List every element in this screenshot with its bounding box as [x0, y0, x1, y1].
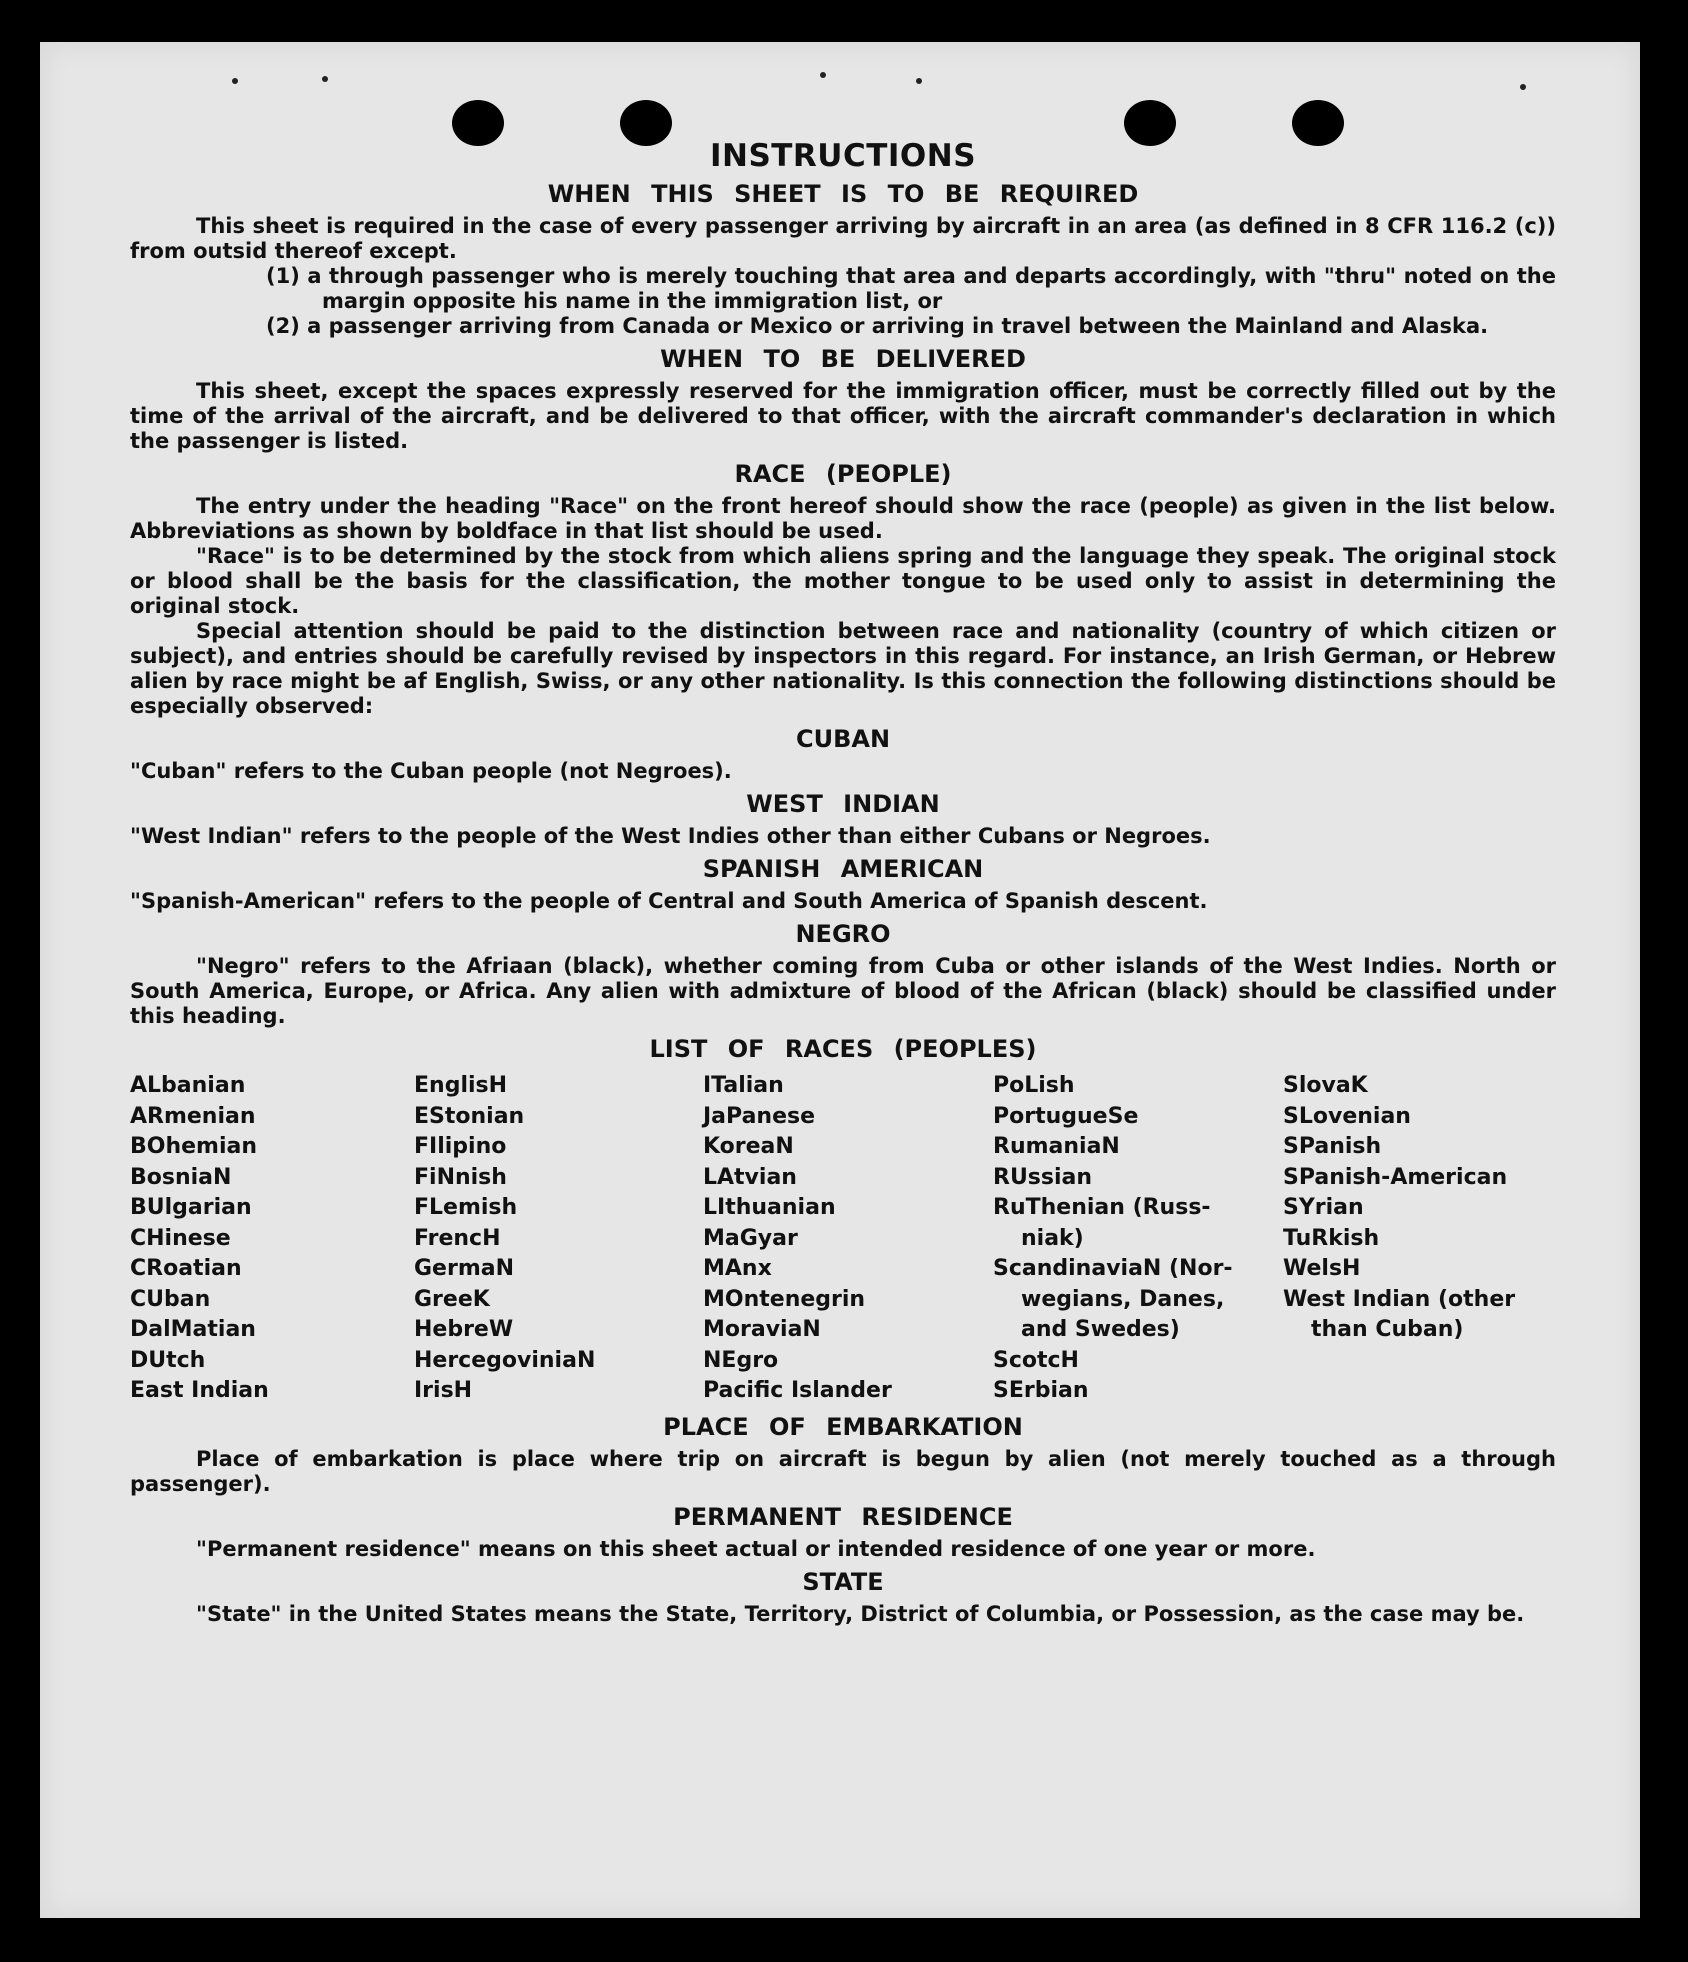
required-intro: This sheet is required in the case of every passenger arriving by aircraft in an area (as defined in 8 CFR 116.2 (c)) from outsid thereof except.: [130, 214, 1556, 263]
race-entry: East Indian: [130, 1378, 269, 1403]
heading-state: STATE: [802, 1567, 884, 1596]
race-entry: niak): [1021, 1225, 1084, 1251]
heading-embarkation: PLACE OF EMBARKATION: [663, 1412, 1023, 1441]
heading-permanent-residence: PERMANENT RESIDENCE: [673, 1502, 1013, 1531]
document-page: [40, 42, 1640, 1918]
race-entry: MoraviaN: [703, 1317, 821, 1342]
speck: [820, 72, 826, 78]
heading-race: RACE (PEOPLE): [734, 460, 952, 488]
race-entry: IrisH: [414, 1378, 473, 1403]
race-entry: NEgro: [703, 1347, 779, 1373]
race-entry: FrencH: [414, 1225, 501, 1251]
races-column-5: [1283, 1071, 1553, 1407]
race-paragraph-1: The entry under the heading "Race" on the front hereof should show the race (people) as given in the list below. Abbreviations as shown by boldface in that list should be used.: [130, 494, 1556, 543]
race-paragraph-3: Special attention should be paid to the distinction between race and nationality (country of which citizen or subject), and entries should be carefully revised by inspectors in this regard. For instance, an Irish German, or Hebrew alien by race might be af English, Swiss, or any other nationality. Is this connection the following distinctions should be especially observed:: [130, 619, 1556, 718]
race-entry: MOntenegrin: [703, 1286, 866, 1312]
state-text: "State" in the United States means the State, Territory, District of Columbia, or Possession, as the case may be.: [196, 1601, 1525, 1626]
speck: [916, 78, 922, 84]
race-entry: PortugueSe: [993, 1103, 1139, 1129]
race-entry: EStonian: [414, 1103, 525, 1129]
race-entry: SLovenian: [1283, 1103, 1411, 1129]
heading-west-indian: WEST INDIAN: [746, 790, 940, 818]
race-entry: SlovaK: [1283, 1073, 1368, 1098]
race-entry: KoreaN: [703, 1134, 794, 1159]
race-entry: FiNnish: [414, 1164, 507, 1190]
race-entry: SYrian: [1283, 1195, 1364, 1220]
race-entry: MaGyar: [703, 1225, 798, 1251]
heading-delivered: WHEN TO BE DELIVERED: [660, 345, 1026, 373]
required-item-1: (1) a through passenger who is merely touching that area and departs accordingly, with "thru" noted on the margin opposite his name in the immigration list, or: [266, 264, 1556, 313]
races-list: [130, 1071, 1556, 1407]
race-entry: LIthuanian: [703, 1195, 836, 1220]
instructions-content: [130, 138, 1556, 1627]
race-entry: wegians, Danes,: [1021, 1286, 1225, 1312]
race-entry: BUlgarian: [130, 1195, 252, 1220]
race-entry: ScandinaviaN (Nor-: [993, 1256, 1233, 1281]
race-entry: RuThenian (Russ-: [993, 1195, 1211, 1220]
cuban-text: "Cuban" refers to the Cuban people (not Negroes).: [130, 759, 732, 783]
permanent-residence-text: "Permanent residence" means on this sheet actual or intended residence of one year or more.: [196, 1536, 1316, 1561]
race-entry: CHinese: [130, 1225, 231, 1251]
race-entry: than Cuban): [1311, 1317, 1464, 1342]
race-entry: BOhemian: [130, 1134, 258, 1159]
race-entry: EnglisH: [414, 1073, 508, 1098]
race-entry: PoLish: [993, 1073, 1075, 1098]
heading-negro: NEGRO: [795, 920, 891, 948]
race-entry: RumaniaN: [993, 1134, 1120, 1159]
race-entry: LAtvian: [703, 1164, 797, 1190]
race-entry: SErbian: [993, 1378, 1089, 1403]
race-entry: BosniaN: [130, 1164, 232, 1190]
required-item-2: (2) a passenger arriving from Canada or Mexico or arriving in travel between the Mainland and Alaska.: [266, 314, 1489, 338]
race-entry: WelsH: [1283, 1256, 1361, 1281]
race-entry: RUssian: [993, 1164, 1093, 1190]
race-entry: TuRkish: [1283, 1225, 1380, 1251]
races-column-1: [130, 1071, 414, 1407]
race-entry: Pacific Islander: [703, 1378, 892, 1403]
race-entry: CUban: [130, 1286, 211, 1312]
race-entry: ITalian: [703, 1073, 784, 1098]
race-entry: FLemish: [414, 1195, 518, 1220]
races-column-3: [703, 1071, 993, 1407]
race-entry: DalMatian: [130, 1317, 256, 1342]
speck: [232, 78, 238, 84]
race-entry: HebreW: [414, 1317, 514, 1342]
race-entry: SPanish: [1283, 1134, 1382, 1159]
race-entry: FIlipino: [414, 1134, 507, 1159]
race-entry: GreeK: [414, 1286, 490, 1312]
race-entry: DUtch: [130, 1347, 206, 1373]
spanish-american-text: "Spanish-American" refers to the people of Central and South America of Spanish descent.: [130, 889, 1208, 913]
race-entry: HercegoviniaN: [414, 1347, 596, 1373]
race-entry: and Swedes): [1021, 1317, 1180, 1342]
race-entry: JaPanese: [703, 1103, 816, 1129]
race-entry: ALbanian: [130, 1073, 246, 1098]
race-entry: West Indian (other: [1283, 1286, 1516, 1312]
speck: [322, 76, 328, 82]
page-title: INSTRUCTIONS: [709, 138, 977, 174]
race-entry: SPanish-American: [1283, 1164, 1508, 1190]
speck: [1520, 84, 1526, 90]
race-entry: CRoatian: [130, 1256, 242, 1281]
race-paragraph-2: "Race" is to be determined by the stock from which aliens spring and the language they speak. The original stock or blood shall be the basis for the classification, the mother tongue to be used only to assist in determining the original stock.: [130, 544, 1556, 618]
races-column-4: [993, 1071, 1283, 1407]
race-entry: MAnx: [703, 1256, 772, 1281]
race-entry: GermaN: [414, 1256, 515, 1281]
embarkation-text: Place of embarkation is place where trip on aircraft is begun by alien (not merely touched as a through passenger).: [130, 1446, 1556, 1496]
races-column-2: [414, 1071, 703, 1407]
heading-required: WHEN THIS SHEET IS TO BE REQUIRED: [547, 180, 1139, 208]
heading-spanish-american: SPANISH AMERICAN: [702, 855, 984, 883]
race-entry: ARmenian: [130, 1103, 256, 1129]
delivered-text: This sheet, except the spaces expressly reserved for the immigration officer, must be correctly filled out by the time of the arrival of the aircraft, and be delivered to that officer, with the aircraft commander's declaration in which the passenger is listed.: [130, 379, 1556, 453]
heading-cuban: CUBAN: [795, 725, 891, 753]
heading-list-of-races: LIST OF RACES (PEOPLES): [649, 1035, 1037, 1063]
race-entry: ScotcH: [993, 1347, 1079, 1373]
negro-text: "Negro" refers to the Afriaan (black), whether coming from Cuba or other islands of the West Indies. North or South America, Europe, or Africa. Any alien with admixture of blood of the African (black) should be classified under this heading.: [130, 954, 1556, 1028]
west-indian-text: "West Indian" refers to the people of the West Indies other than either Cubans or Negroes.: [130, 824, 1211, 848]
